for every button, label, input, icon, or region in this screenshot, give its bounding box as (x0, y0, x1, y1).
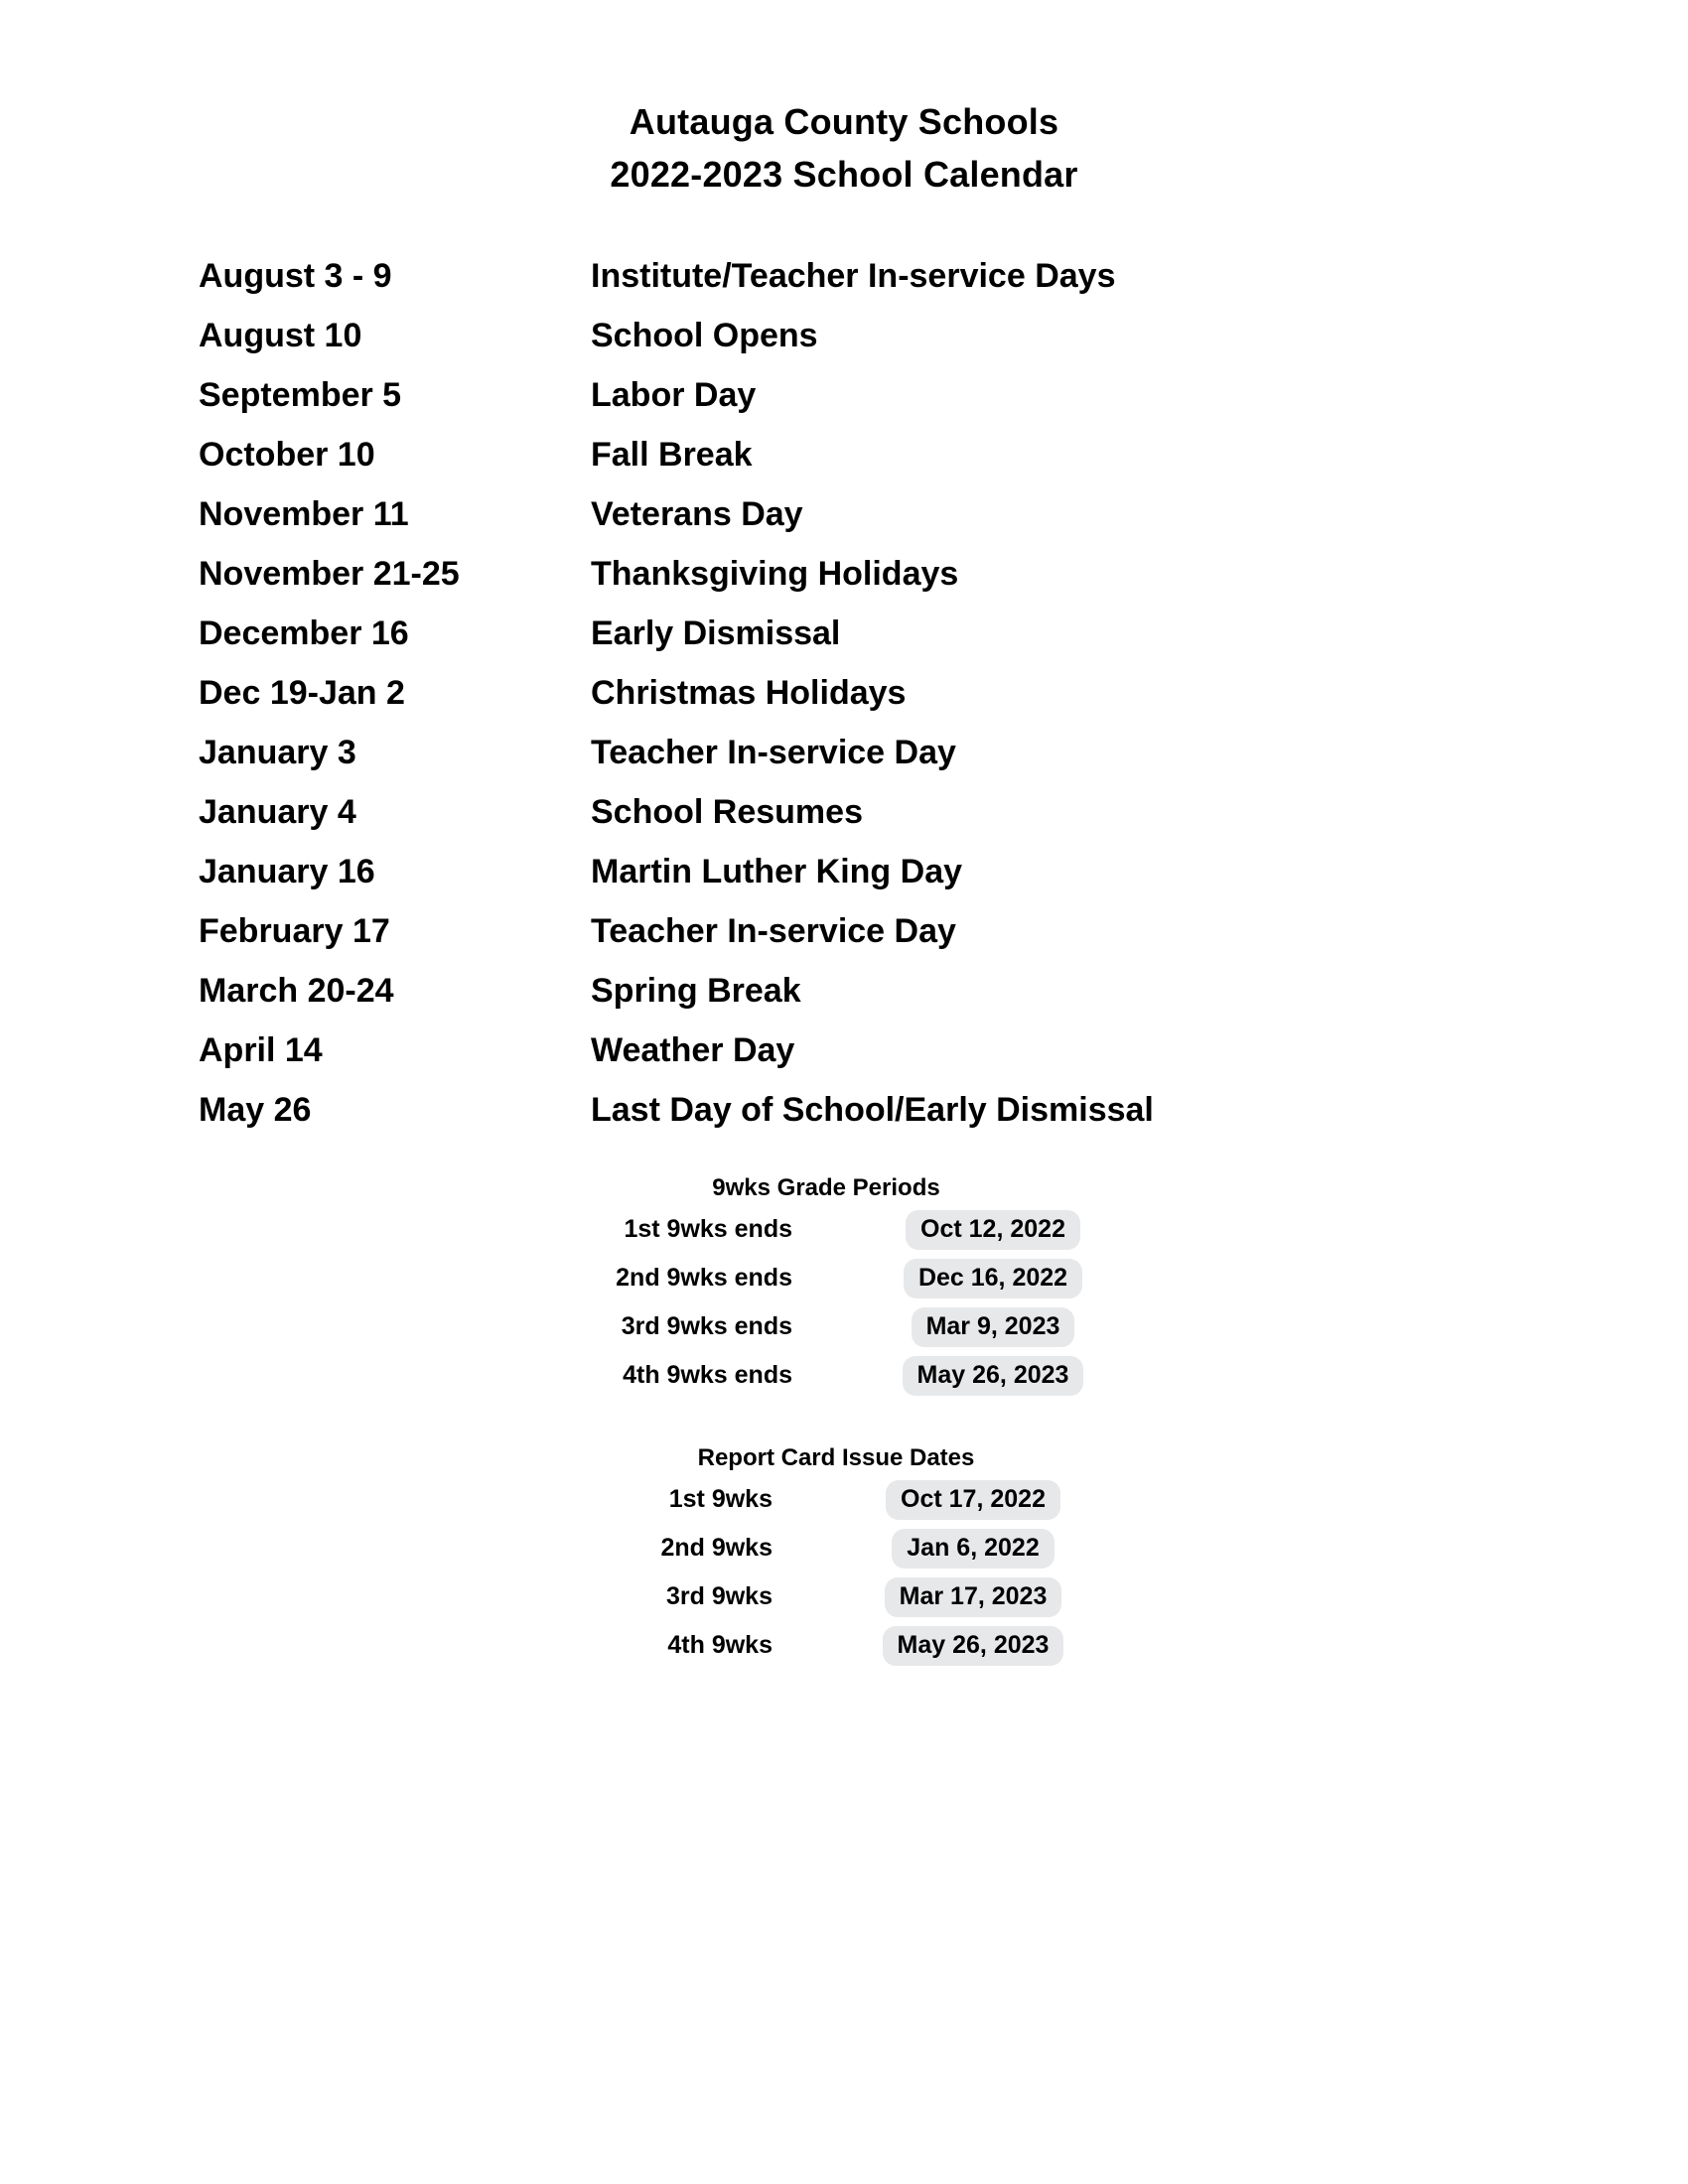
report-cards-row-value-cell (794, 1577, 1152, 1617)
calendar-row-event: Institute/Teacher In-service Days (591, 257, 1116, 295)
calendar-row-event: School Resumes (591, 793, 863, 831)
calendar-row-event: Fall Break (591, 436, 753, 474)
grade-periods-row-value-cell (814, 1210, 1172, 1250)
calendar-row (199, 663, 1688, 723)
calendar-row (199, 365, 1688, 425)
report-cards-row (0, 1572, 1688, 1621)
calendar-row-date: January 16 (199, 853, 375, 890)
calendar-row (199, 723, 1688, 782)
report-cards-row-value-cell (794, 1626, 1152, 1666)
calendar-row-event: Veterans Day (591, 495, 803, 533)
calendar-row-date: February 17 (199, 912, 390, 950)
report-cards-row-label: 2nd 9wks (660, 1534, 773, 1562)
grade-periods-heading: 9wks Grade Periods (712, 1174, 940, 1201)
calendar-row (199, 484, 1688, 544)
calendar-row (199, 306, 1688, 365)
grade-periods-row-value: May 26, 2023 (903, 1356, 1084, 1396)
report-cards-row-value-cell (794, 1480, 1152, 1520)
page-title (0, 0, 1688, 201)
report-cards-row-label: 4th 9wks (667, 1631, 773, 1659)
calendar-row-date: October 10 (199, 436, 375, 474)
report-cards-heading: Report Card Issue Dates (697, 1444, 975, 1471)
title-line-calendar-year: 2022-2023 School Calendar (610, 154, 1078, 195)
grade-periods-row (0, 1254, 1688, 1302)
report-cards-row-value: Mar 17, 2023 (885, 1577, 1062, 1617)
grade-periods-row (0, 1351, 1688, 1400)
calendar-row (199, 961, 1688, 1021)
grade-periods-rows (0, 1205, 1688, 1400)
calendar-row (199, 425, 1688, 484)
calendar-row-date: April 14 (199, 1031, 323, 1069)
calendar-row (199, 246, 1688, 306)
grade-periods-row-label: 1st 9wks ends (624, 1215, 792, 1243)
grade-periods-section (0, 1171, 1688, 1400)
calendar-row (199, 782, 1688, 842)
report-cards-row-value: Jan 6, 2022 (892, 1529, 1054, 1569)
calendar-row-date: November 21-25 (199, 555, 460, 593)
calendar-row-event: Labor Day (591, 376, 757, 414)
calendar-row-event: Christmas Holidays (591, 674, 907, 712)
calendar-row (199, 1080, 1688, 1140)
calendar-row-date: March 20-24 (199, 972, 394, 1010)
calendar-row-event: Teacher In-service Day (591, 912, 956, 950)
grade-periods-row-label: 2nd 9wks ends (616, 1264, 792, 1292)
report-cards-row (0, 1475, 1688, 1524)
calendar-row-event: Last Day of School/Early Dismissal (591, 1091, 1154, 1129)
report-cards-row-value: May 26, 2023 (883, 1626, 1064, 1666)
grade-periods-row (0, 1302, 1688, 1351)
report-cards-row-label: 1st 9wks (668, 1485, 773, 1513)
grade-periods-row-value-cell (814, 1356, 1172, 1396)
grade-periods-row-value-cell (814, 1307, 1172, 1347)
calendar-row-event: School Opens (591, 317, 818, 354)
grade-periods-row-value: Dec 16, 2022 (904, 1259, 1082, 1298)
report-cards-row-value: Oct 17, 2022 (886, 1480, 1060, 1520)
calendar-row (199, 901, 1688, 961)
calendar-row-event: Thanksgiving Holidays (591, 555, 959, 593)
calendar-date-list (0, 246, 1688, 1140)
calendar-row-date: May 26 (199, 1091, 312, 1129)
grade-periods-row-label: 4th 9wks ends (623, 1361, 792, 1389)
grade-periods-row-value: Mar 9, 2023 (912, 1307, 1075, 1347)
calendar-row-event: Martin Luther King Day (591, 853, 963, 890)
report-cards-rows (0, 1475, 1688, 1670)
calendar-row (199, 842, 1688, 901)
calendar-row-date: January 3 (199, 734, 356, 771)
grade-periods-row-value-cell (814, 1259, 1172, 1298)
calendar-row-date: August 10 (199, 317, 362, 354)
title-line-school-name: Autauga County Schools (629, 101, 1059, 142)
calendar-row-date: November 11 (199, 495, 409, 533)
calendar-row-date: September 5 (199, 376, 402, 414)
grade-periods-row-value: Oct 12, 2022 (906, 1210, 1080, 1250)
calendar-row-date: December 16 (199, 614, 409, 652)
calendar-row-date: January 4 (199, 793, 356, 831)
calendar-row (199, 544, 1688, 604)
grade-periods-row (0, 1205, 1688, 1254)
calendar-row-event: Teacher In-service Day (591, 734, 956, 771)
report-cards-row (0, 1621, 1688, 1670)
report-cards-row-label: 3rd 9wks (665, 1582, 773, 1610)
calendar-row (199, 604, 1688, 663)
calendar-row-event: Spring Break (591, 972, 801, 1010)
calendar-row-event: Weather Day (591, 1031, 795, 1069)
calendar-row-date: Dec 19-Jan 2 (199, 674, 405, 712)
calendar-row (199, 1021, 1688, 1080)
report-cards-row-value-cell (794, 1529, 1152, 1569)
grade-periods-row-label: 3rd 9wks ends (621, 1312, 792, 1340)
report-cards-section (0, 1441, 1688, 1670)
report-cards-row (0, 1524, 1688, 1572)
calendar-row-date: August 3 - 9 (199, 257, 392, 295)
calendar-row-event: Early Dismissal (591, 614, 841, 652)
